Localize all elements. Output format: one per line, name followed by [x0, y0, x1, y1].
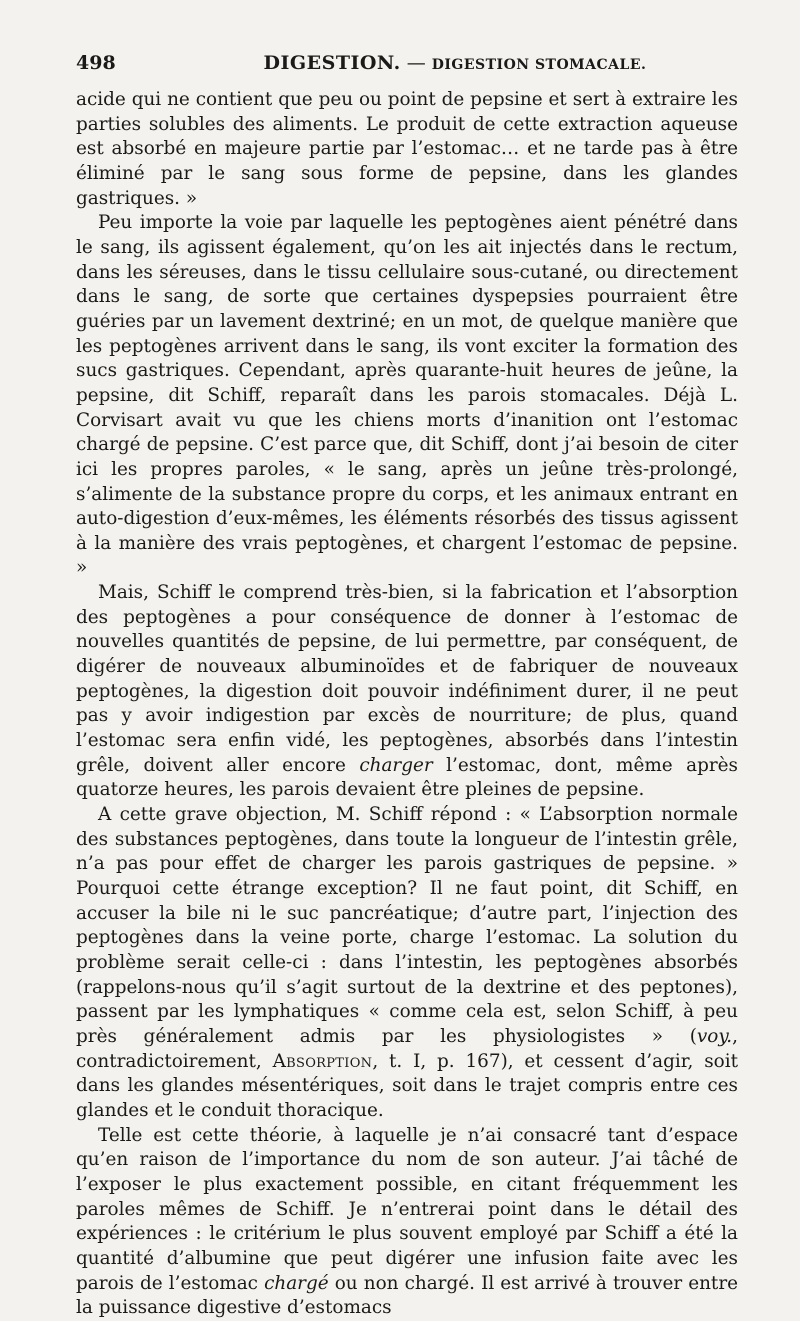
running-head — [76, 52, 738, 82]
running-title — [76, 52, 738, 74]
paragraph-text: , t. I, p. 167), et cessent d’agir, soit dans les glandes mésentériques, soit dans le trajet compris entre ces glandes et le conduit thoracique. — [76, 1050, 738, 1121]
section-title: DIGESTION STOMACALE. — [431, 57, 647, 73]
chapter-title: DIGESTION. — [263, 52, 401, 74]
paragraph-text: Telle est cette théorie, à laquelle je n’ai consacré tant d’espace qu’en raison de l’importance du nom de son auteur. J’ai tâché de l’exposer le plus exactement possible, en citant fréquemment les paroles mêmes de Schiff. Je n’entrerai point dans le détail des expériences : le critérium le plus souvent employé par Schiff a été la quantité d’albumine que peut digérer une infusion faite avec les parois de l’estomac — [76, 1124, 738, 1294]
title-separator: — — [406, 52, 426, 74]
paragraph-text: ou non chargé. Il est arrivé à trouver entre la puissance digestive d’estomacs — [76, 1272, 738, 1319]
paragraph-text: acide qui ne contient que peu ou point de pepsine et sert à extraire les parties solubles des aliments. Le produit de cette extraction aqueuse est absorbé en majeure partie par l’estomac… et ne tarde pas à être éliminé par le sang sous forme de pepsine, dans les glandes gastriques. » — [76, 89, 738, 209]
paragraph-text: Mais, Schiff le comprend très-bien, si la fabrication et l’absorption des peptogènes a pour conséquence de donner à l’estomac de nouvelles quantités de pepsine, de lui permettre, par conséquent, de digérer de nouveaux albuminoïdes et de fabriquer de nouveaux peptogènes, la digestion doit pouvoir indéfiniment durer, il ne peut pas y avoir indigestion par excès de nourriture; de plus, quand l’estomac sera enfin vidé, les peptogènes, absorbés dans l’intestin grêle, doivent aller encore — [76, 582, 738, 776]
small-caps-text: Absorption — [272, 1050, 373, 1072]
paragraph-text: Peu importe la voie par laquelle les peptogènes aient pénétré dans le sang, ils agissent également, qu’on les ait injectés dans le rectum, dans les séreuses, dans le tissu cellulaire sous-cutané, ou directement dans le sang, de sorte que certaines dyspepsies pourraient être guéries par un lavement dextriné; en un mot, de quelque manière que les peptogènes arrivent dans le sang, ils vont exciter la formation des sucs gastriques. Cependant, après quarante-huit heures de jeûne, la pepsine, dit Schiff, reparaît dans les parois stomacales. Déjà L. Corvisart avait vu que les chiens morts d’inanition ont l’estomac chargé de pepsine. C’est parce que, dit Schiff, dont j’ai besoin de citer ici les propres paroles, « le sang, après un jeûne très-prolongé, s’alimente de la substance propre du corps, et les animaux entrant en auto-digestion d’eux-mêmes, les éléments résorbés des tissus agissent à la manière des vrais peptogènes, et chargent l’estomac de pepsine. » — [76, 212, 738, 579]
paragraph — [76, 803, 738, 1124]
paragraph — [76, 1124, 738, 1321]
italic-text: voy. — [696, 1025, 733, 1047]
paragraph — [76, 581, 738, 803]
italic-text: charger — [359, 754, 433, 776]
body-text — [76, 88, 738, 1321]
paragraph-text: A cette grave objection, M. Schiff répond : « L’absorption normale des substances peptogènes, dans toute la longueur de l’intestin grêle, n’a pas pour effet de charger les parois gastriques de pepsine. » Pourquoi cette étrange exception? Il ne faut point, dit Schiff, en accuser la bile ni le suc pancréatique; d’autre part, l’injection des peptogènes dans la veine porte, charge l’estomac. La solution du problème serait celle-ci : dans l’intestin, les peptogènes absorbés (rappelons-nous qu’il s’agit surtout de la dextrine et des peptones), passent par les lymphatiques « comme cela est, selon Schiff, à peu près généralement admis par les physiologistes » ( — [76, 804, 738, 1047]
page-number: 498 — [76, 52, 116, 74]
paragraph — [76, 88, 738, 211]
paragraph — [76, 211, 738, 581]
paragraph-text: l’estomac, dont, même après quatorze heures, les parois devaient être pleines de pepsine. — [76, 754, 738, 801]
italic-text: chargé — [264, 1272, 329, 1294]
paragraph-text: , contradictoirement, — [76, 1025, 738, 1072]
